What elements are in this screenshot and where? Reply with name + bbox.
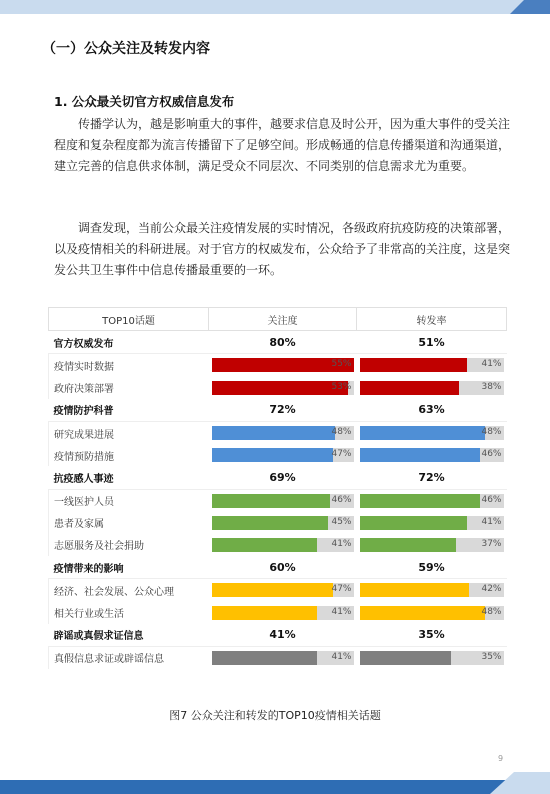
forward-bar-cell — [357, 444, 507, 466]
topic-row — [49, 512, 507, 534]
topic-name: 政府决策部署 — [49, 377, 209, 399]
topic-row — [49, 377, 507, 399]
header-topic: TOP10话题 — [49, 308, 209, 331]
group-forward-value: 63% — [357, 399, 507, 422]
forward-bar-cell — [357, 512, 507, 534]
attention-bar — [212, 606, 354, 620]
forward-bar-value-label: 41% — [481, 516, 502, 527]
attention-bar-cell — [209, 444, 357, 466]
paragraph-1: 传播学认为，越是影响重大的事件，越要求信息及时公开，因为重大事件的受关注程度和复杂程度都为流言传播留下了足够空间。形成畅通的信息传播渠道和沟通渠道，建立完善的信息供求体制，满足受众不同层次、不同类别的信息需求尤为重要。 — [54, 117, 511, 173]
top10-topics-table — [48, 307, 507, 669]
attention-bar-value-label: 55% — [331, 359, 352, 370]
forward-bar-cell — [357, 579, 507, 602]
section-title: （一）公众关注及转发内容 — [42, 41, 210, 57]
group-row — [49, 466, 507, 489]
topic-row — [49, 421, 507, 444]
forward-bar-cell — [357, 534, 507, 556]
topic-name: 经济、社会发展、公众心理 — [49, 579, 209, 602]
attention-bar-value-label: 45% — [331, 516, 352, 527]
attention-bar — [212, 583, 354, 597]
bottom-decorative-band — [0, 772, 550, 794]
topic-row — [49, 354, 507, 377]
forward-bar-cell — [357, 601, 507, 623]
group-row — [49, 399, 507, 422]
topic-name: 研究成果进展 — [49, 421, 209, 444]
group-forward-value: 59% — [357, 556, 507, 579]
group-row — [49, 331, 507, 354]
topic-name: 一线医护人员 — [49, 489, 209, 512]
forward-bar — [360, 583, 504, 597]
bottom-band-dark — [0, 780, 550, 794]
attention-bar-fill — [212, 426, 336, 440]
topic-name: 真假信息求证或辟谣信息 — [49, 646, 209, 669]
forward-bar-value-label: 48% — [481, 606, 502, 617]
forward-bar — [360, 448, 504, 462]
paragraph-2: 调查发现，当前公众最关注疫情发展的实时情况，各级政府抗疫防疫的决策部署，以及疫情相关的科研进展。对于官方的权威发布，公众给予了非常高的关注度，这是突发公共卫生事件中信息传播最重要的一环。 — [54, 221, 511, 277]
figure-caption: 图7 公众关注和转发的TOP10疫情相关话题 — [169, 709, 381, 722]
topic-name: 志愿服务及社会捐助 — [49, 534, 209, 556]
attention-bar-value-label: 46% — [331, 494, 352, 505]
topic-name: 疫情预防措施 — [49, 444, 209, 466]
attention-bar-value-label: 41% — [331, 651, 352, 662]
attention-bar — [212, 381, 354, 395]
top-decorative-band — [0, 0, 550, 18]
forward-bar-fill — [360, 583, 470, 597]
attention-bar-fill — [212, 448, 333, 462]
top-band-light — [0, 0, 550, 14]
forward-bar-fill — [360, 426, 486, 440]
attention-bar-fill — [212, 381, 352, 395]
attention-bar — [212, 358, 354, 372]
attention-bar-cell — [209, 489, 357, 512]
attention-bar-cell — [209, 601, 357, 623]
forward-bar — [360, 358, 504, 372]
forward-bar-value-label: 42% — [481, 584, 502, 595]
group-attention-value: 60% — [209, 556, 357, 579]
group-attention-value: 72% — [209, 399, 357, 422]
topic-row — [49, 579, 507, 602]
forward-bar-fill — [360, 538, 457, 552]
forward-bar-fill — [360, 494, 480, 508]
group-attention-value: 80% — [209, 331, 357, 354]
attention-bar-value-label: 53% — [331, 381, 352, 392]
topic-row — [49, 444, 507, 466]
forward-bar-fill — [360, 381, 459, 395]
attention-bar-cell — [209, 354, 357, 377]
forward-bar-fill — [360, 651, 452, 665]
attention-bar-value-label: 48% — [331, 427, 352, 438]
forward-bar — [360, 426, 504, 440]
forward-bar-value-label: 46% — [481, 449, 502, 460]
group-attention-value: 41% — [209, 624, 357, 647]
forward-bar — [360, 606, 504, 620]
group-name: 抗疫感人事迹 — [49, 466, 209, 489]
group-attention-value: 69% — [209, 466, 357, 489]
group-name: 疫情带来的影响 — [49, 556, 209, 579]
topic-row — [49, 601, 507, 623]
forward-bar-cell — [357, 377, 507, 399]
forward-bar — [360, 538, 504, 552]
table-header-row — [49, 308, 507, 331]
attention-bar-cell — [209, 421, 357, 444]
forward-bar-cell — [357, 354, 507, 377]
attention-bar-cell — [209, 512, 357, 534]
subsection-title: 1. 公众最关切官方权威信息发布 — [54, 94, 235, 109]
forward-bar-value-label: 46% — [481, 494, 502, 505]
header-attention: 关注度 — [209, 308, 357, 331]
forward-bar — [360, 651, 504, 665]
forward-bar — [360, 494, 504, 508]
group-forward-value: 35% — [357, 624, 507, 647]
attention-bar-value-label: 41% — [331, 606, 352, 617]
forward-bar-value-label: 48% — [481, 427, 502, 438]
attention-bar-fill — [212, 606, 318, 620]
attention-bar-value-label: 41% — [331, 538, 352, 549]
attention-bar — [212, 426, 354, 440]
attention-bar-cell — [209, 377, 357, 399]
forward-bar-value-label: 38% — [481, 381, 502, 392]
attention-bar — [212, 448, 354, 462]
forward-bar — [360, 381, 504, 395]
forward-bar-cell — [357, 421, 507, 444]
forward-bar-fill — [360, 358, 467, 372]
attention-bar-fill — [212, 494, 331, 508]
group-name: 官方权威发布 — [49, 331, 209, 354]
topic-row — [49, 489, 507, 512]
topic-row — [49, 534, 507, 556]
group-row — [49, 556, 507, 579]
attention-bar-fill — [212, 651, 318, 665]
forward-bar-fill — [360, 516, 467, 530]
attention-bar — [212, 494, 354, 508]
header-forward: 转发率 — [357, 308, 507, 331]
topic-row — [49, 646, 507, 669]
forward-bar-cell — [357, 646, 507, 669]
attention-bar-fill — [212, 583, 333, 597]
group-name: 辟谣或真假求证信息 — [49, 624, 209, 647]
forward-bar — [360, 516, 504, 530]
group-row — [49, 624, 507, 647]
forward-bar-cell — [357, 489, 507, 512]
forward-bar-value-label: 37% — [481, 538, 502, 549]
forward-bar-fill — [360, 448, 480, 462]
forward-bar-value-label: 35% — [481, 651, 502, 662]
attention-bar — [212, 516, 354, 530]
attention-bar-fill — [212, 516, 328, 530]
attention-bar-cell — [209, 646, 357, 669]
forward-bar-fill — [360, 606, 486, 620]
topic-name: 相关行业或生活 — [49, 601, 209, 623]
forward-bar-value-label: 41% — [481, 359, 502, 370]
page-number: 9 — [498, 754, 504, 763]
topic-name: 患者及家属 — [49, 512, 209, 534]
attention-bar-value-label: 47% — [331, 449, 352, 460]
attention-bar-cell — [209, 534, 357, 556]
group-name: 疫情防护科普 — [49, 399, 209, 422]
attention-bar — [212, 651, 354, 665]
group-forward-value: 51% — [357, 331, 507, 354]
attention-bar — [212, 538, 354, 552]
topic-name: 疫情实时数据 — [49, 354, 209, 377]
attention-bar-cell — [209, 579, 357, 602]
attention-bar-fill — [212, 538, 318, 552]
attention-bar-value-label: 47% — [331, 584, 352, 595]
group-forward-value: 72% — [357, 466, 507, 489]
